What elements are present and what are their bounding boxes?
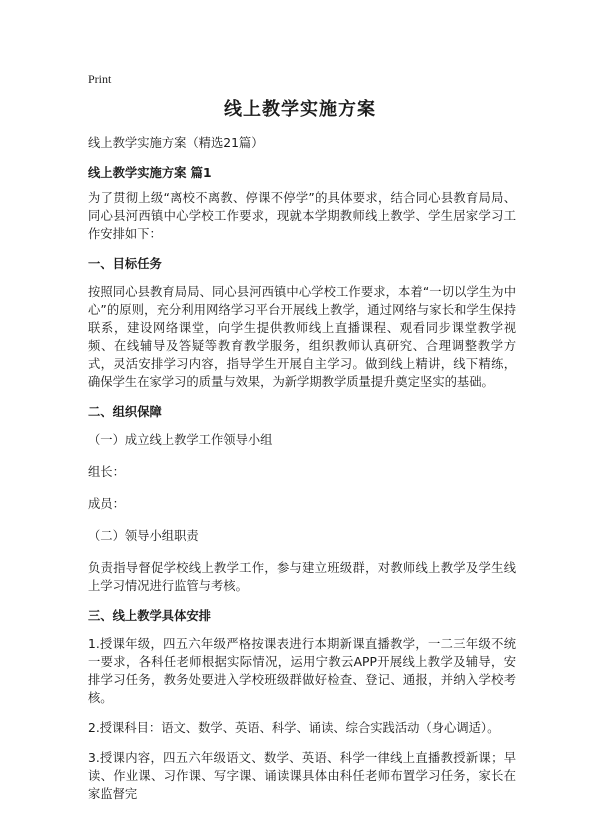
document-subtitle: 线上教学实施方案（精选21篇） [88, 136, 264, 150]
page-title: 线上教学实施方案 [224, 99, 376, 120]
article-heading: 线上教学实施方案 篇1 [88, 166, 212, 180]
arrangement-point-2: 2.授课科目：语文、数学、英语、科学、诵读、综合实践活动（身心调适）。 [88, 721, 500, 735]
section-heading-goals: 一、目标任务 [88, 257, 162, 271]
members-line: 成员： [88, 497, 125, 511]
print-label: Print [88, 72, 112, 86]
arrangement-point-1: 1.授课年级，四五六年级严格按课表进行本期新课直播教学，一二三年级不统一要求，各科任老师根据实际情况，运用宁教云APP开展线上教学及辅导，安排学习任务，教务处要进入学校班级群做好检查、登记、通报，并纳入学校考核。 [88, 637, 516, 705]
leader-line: 组长： [88, 465, 125, 479]
organization-item-2: （二）领导小组职责 [88, 529, 199, 543]
intro-paragraph: 为了贯彻上级“离校不离教、停课不停学”的具体要求，结合同心县教育局局、同心县河西镇中心学校工作要求，现就本学期教师线上教学、学生居家学习工作安排如下： [88, 191, 516, 241]
duty-paragraph: 负责指导督促学校线上教学工作，参与建立班级群，对教师线上教学及学生线上学习情况进行监管与考核。 [88, 561, 516, 593]
section-heading-organization: 二、组织保障 [88, 405, 162, 419]
organization-item-1: （一）成立线上教学工作领导小组 [88, 433, 273, 447]
document-body [88, 134, 516, 815]
section-heading-arrangement: 三、线上教学具体安排 [88, 609, 211, 623]
goals-paragraph: 按照同心县教育局局、同心县河西镇中心学校工作要求，本着“一切以学生为中心”的原则，充分利用网络学习平台开展线上教学，通过网络与家长和学生保持联系，建设网络课堂，向学生提供教师线上直播课程、观看同步课堂教学视频、在线辅导及答疑等教育教学服务，组织教师认真研究、合理调整教学方式，灵活安排学习内容，指导学生开展自主学习。做到线上精讲，线下精练，确保学生在家学习的质量与效果，为新学期教学质量提升奠定坚实的基础。 [88, 285, 516, 389]
arrangement-point-3: 3.授课内容，四五六年级语文、数学、英语、科学一律线上直播教授新课；早读、作业课、习作课、写字课、诵读课具体由科任老师布置学习任务，家长在家监督完 [88, 751, 516, 801]
